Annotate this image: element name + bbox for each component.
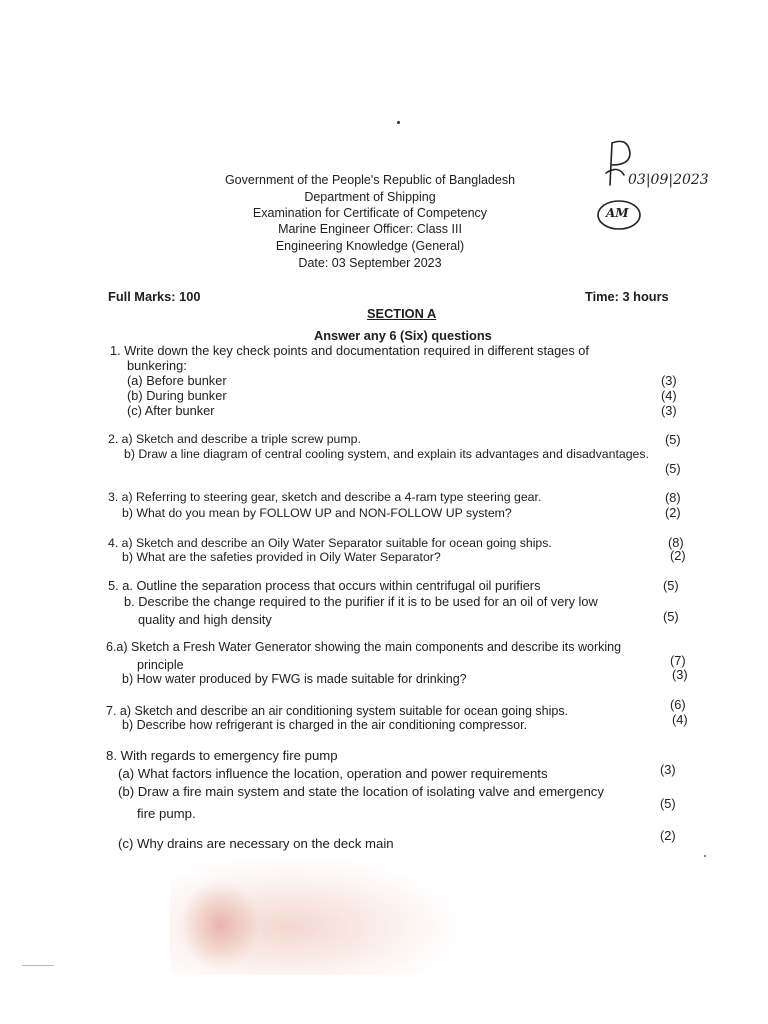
q8-b: (b) Draw a fire main system and state the location of isolating valve and emergency (118, 784, 604, 799)
q5-b: b. Describe the change required to the purifier if it is to be used for an oil of very low (124, 594, 598, 609)
q1-text-cont: bunkering: (127, 358, 187, 373)
header-line-date: Date: 03 September 2023 (298, 256, 442, 270)
q8-b-mark: (5) (660, 796, 676, 811)
q8-b-cont: fire pump. (137, 806, 196, 821)
speck (704, 855, 706, 857)
q4-a: 4. a) Sketch and describe an Oily Water Separator suitable for ocean going ships. (108, 536, 552, 550)
q2-b: b) Draw a line diagram of central cooling system, and explain its advantages and disadvantages. (124, 447, 649, 461)
header-line-government: Government of the People's Republic of Bangladesh (224, 173, 516, 187)
q6-b: b) How water produced by FWG is made suitable for drinking? (122, 672, 467, 686)
handwritten-initials: AM (606, 206, 629, 220)
full-marks: Full Marks: 100 (108, 289, 201, 304)
time-allowed: Time: 3 hours (585, 289, 669, 304)
q3-b-mark: (2) (665, 505, 681, 520)
q6-a-cont: principle (137, 658, 184, 672)
header-line-subject: Engineering Knowledge (General) (275, 239, 465, 253)
q6-b-mark: (3) (672, 667, 688, 682)
q3-a: 3. a) Referring to steering gear, sketch and describe a 4-ram type steering gear. (108, 490, 542, 504)
q4-b: b) What are the safeties provided in Oily Water Separator? (122, 550, 441, 564)
q7-a-mark: (6) (670, 697, 686, 712)
q2-a: 2. a) Sketch and describe a triple screw pump. (108, 432, 361, 446)
q8-a-mark: (3) (660, 762, 676, 777)
q1-a-mark: (3) (661, 373, 677, 388)
q4-a-mark: (8) (668, 535, 684, 550)
q8-c: (c) Why drains are necessary on the deck main (118, 836, 394, 851)
q6-a: 6.a) Sketch a Fresh Water Generator showing the main components and describe its working (106, 640, 622, 654)
q4-b-mark: (2) (670, 548, 686, 563)
q5-b-mark: (5) (663, 609, 679, 624)
q7-b: b) Describe how refrigerant is charged in the air conditioning compressor. (122, 718, 528, 732)
q1-text: 1. Write down the key check points and documentation required in different stages of (110, 343, 589, 358)
speck (397, 121, 400, 124)
q2-a-mark: (5) (665, 432, 681, 447)
q3-b: b) What do you mean by FOLLOW UP and NON-FOLLOW UP system? (122, 506, 512, 520)
q6-a-mark: (7) (670, 653, 686, 668)
header-line-class: Marine Engineer Officer: Class III (278, 222, 462, 236)
q2-b-mark: (5) (665, 461, 681, 476)
q8-a: (a) What factors influence the location, operation and power requirements (118, 766, 548, 781)
header-line-examination: Examination for Certificate of Competency (252, 206, 488, 220)
q5-a: 5. a. Outline the separation process that occurs within centrifugal oil purifiers (108, 578, 541, 593)
q5-a-mark: (5) (663, 578, 679, 593)
edge-mark (22, 965, 54, 966)
q1-b-mark: (4) (661, 388, 677, 403)
q1-b: (b) During bunker (127, 388, 227, 403)
q5-b-cont: quality and high density (138, 612, 272, 627)
stain-mark-dark (180, 880, 260, 970)
instruction: Answer any 6 (Six) questions (314, 328, 492, 343)
q8-c-mark: (2) (660, 828, 676, 843)
q3-a-mark: (8) (665, 490, 681, 505)
q1-a: (a) Before bunker (127, 373, 227, 388)
q7-b-mark: (4) (672, 712, 688, 727)
q1-c-mark: (3) (661, 403, 677, 418)
q7-a: 7. a) Sketch and describe an air conditioning system suitable for ocean going ships. (106, 704, 569, 718)
q1-c: (c) After bunker (127, 403, 215, 418)
section-title: SECTION A (367, 306, 437, 321)
q8-intro: 8. With regards to emergency fire pump (106, 748, 338, 763)
header-line-department: Department of Shipping (304, 190, 436, 204)
handwritten-date: 03|09|2023 (628, 172, 709, 188)
